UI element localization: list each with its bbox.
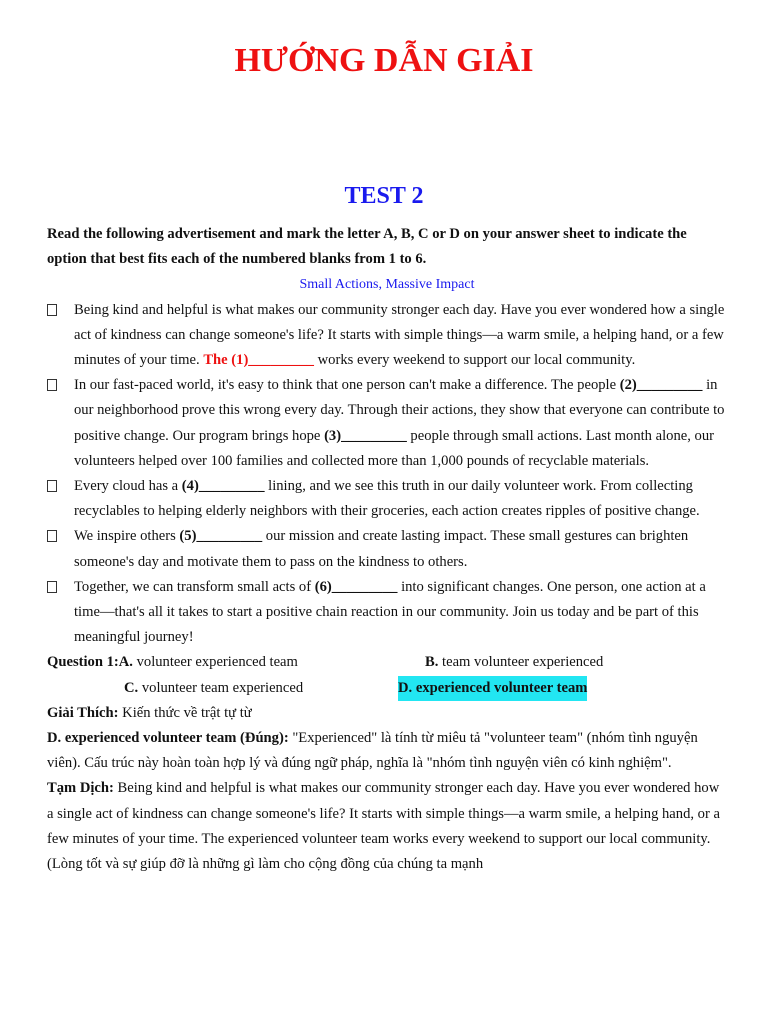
option-d-correct-answer: D. experienced volunteer team <box>398 676 587 701</box>
passage-paragraph-5: Together, we can transform small acts of (6)_________ into significant changes. One person, one action at a time—that's all it takes to start a positive chain reaction in our community. Join us today and be part of this meaningful journey! <box>47 575 727 651</box>
passage-paragraph-3: Every cloud has a (4)_________ lining, and we see this truth in our daily volunteer work. From collecting recyclables to helping elderly neighbors with their groceries, each action creates ripples of positive change. <box>47 474 727 524</box>
document-body <box>47 222 727 877</box>
blank-6: (6)_________ <box>314 578 398 595</box>
instruction-text: Read the following advertisement and mark the letter A, B, C or D on your answer sheet to indicate the option that best fits each of the numbered blanks from 1 to 6. <box>47 226 687 268</box>
bullet-box-icon <box>47 379 57 391</box>
bullet-box-icon <box>47 581 57 593</box>
test-title: TEST 2 <box>344 183 424 209</box>
passage-title: Small Actions, Massive Impact <box>299 277 475 293</box>
question-1-options-row-2 <box>47 676 727 701</box>
answer-explanation: D. experienced volunteer team (Đúng): "Experienced" là tính từ miêu tả "volunteer team" (nhóm tình nguyện viên). Cấu trúc này hoàn toàn hợp lý và đúng ngữ pháp, nghĩa là "nhóm tình nguyện viên có kinh nghiệm". <box>47 730 698 772</box>
option-a: Question 1:A. volunteer experienced team <box>47 654 298 671</box>
page-title: HƯỚNG DẪN GIẢI <box>234 42 534 79</box>
blank-2: (2)_________ <box>619 377 703 394</box>
option-c: C. volunteer team experienced <box>124 679 304 696</box>
blank-5: (5)_________ <box>179 528 263 545</box>
blank-3: (3)_________ <box>324 427 407 444</box>
passage-paragraph-2: In our fast-paced world, it's easy to think that one person can't make a difference. The people (2)_________ in our neighborhood prove this wrong every day. Through their actions, they show that everyone can contribute to positive change. Our program brings hope (3)_________ people through small actions. Last month alone, our volunteers helped over 100 families and collected more than 1,000 pounds of recyclable materials. <box>47 373 727 474</box>
translation: Tạm Dịch: Being kind and helpful is what makes our community stronger each day. Have you ever wondered how a single act of kindness can change someone's life? It starts with simple things—a warm smile, a helping hand, or a few minutes of your time. The experienced volunteer team works every weekend to support our local community. (Lòng tốt và sự giúp đỡ là những gì làm cho cộng đồng của chúng ta mạnh <box>47 780 720 873</box>
bullet-box-icon <box>47 304 57 316</box>
passage-paragraph-1: Being kind and helpful is what makes our community stronger each day. Have you ever wondered how a single act of kindness can change someone's life? It starts with simple things—a warm smile, a helping hand, or a few minutes of your time. The (1)_________ works every weekend to support our local community. <box>47 298 727 374</box>
blank-1: The (1)_________ <box>203 352 314 369</box>
passage-paragraph-4: We inspire others (5)_________ our mission and create lasting impact. These small gestures can brighten someone's day and motivate them to pass on the kindness to others. <box>47 524 727 574</box>
explanation-line: Giải Thích: Kiến thức về trật tự từ <box>47 704 252 721</box>
bullet-box-icon <box>47 530 57 542</box>
bullet-box-icon <box>47 480 57 492</box>
option-b: B. team volunteer experienced <box>425 654 604 671</box>
question-1-options-row-1 <box>47 650 727 675</box>
blank-4: (4)_________ <box>181 478 265 495</box>
